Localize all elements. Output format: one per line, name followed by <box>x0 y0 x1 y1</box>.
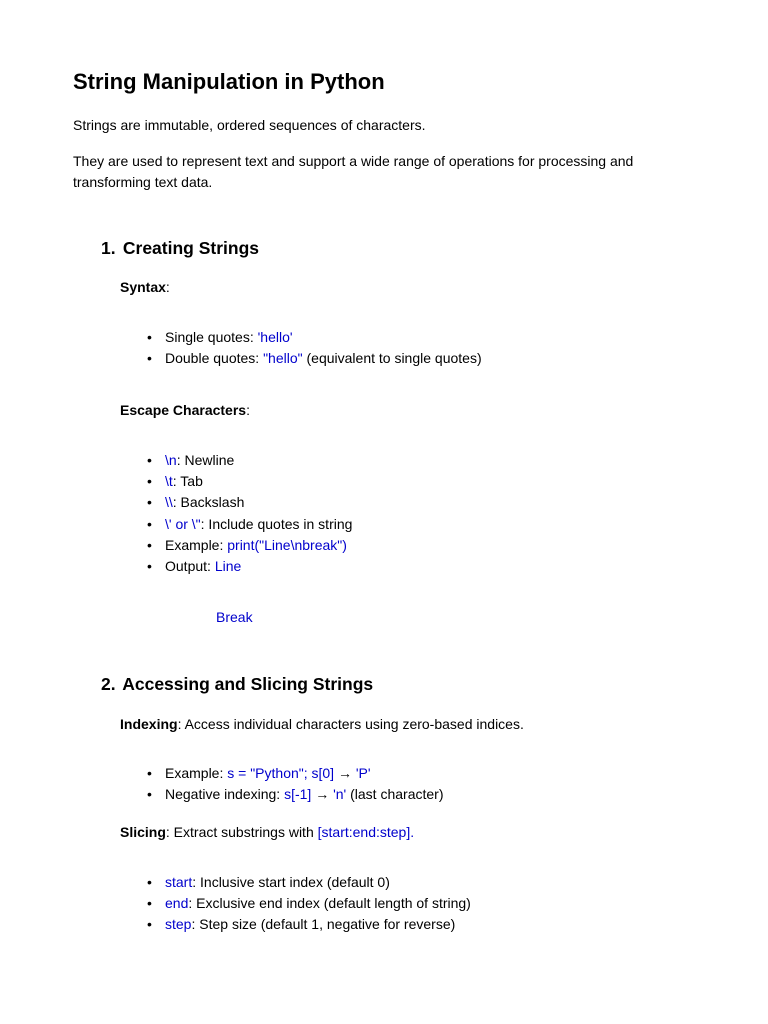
code-snippet: s = "Python"; s[0] <box>227 765 335 781</box>
slicing-label <box>120 822 414 842</box>
item-after: : Newline <box>176 452 235 468</box>
list-item <box>147 763 443 784</box>
item-after: : Tab <box>172 473 203 490</box>
section-1-number: 1. <box>101 238 116 258</box>
item-after: : Include quotes in string <box>200 515 353 532</box>
item-after: (equivalent to single quotes) <box>302 350 482 367</box>
item-text: Output: <box>165 558 215 575</box>
list-item <box>147 514 352 535</box>
item-after: : Exclusive end index (default length of string) <box>188 895 471 912</box>
intro-paragraph-1: Strings are immutable, ordered sequences of characters. <box>73 117 426 133</box>
list-item <box>147 556 352 577</box>
escape-characters-label: Escape Characters: <box>120 402 250 418</box>
intro-paragraph-2: They are used to represent text and support a wide range of operations for processing and transforming text data. <box>73 153 634 190</box>
section-2-title: Accessing and Slicing Strings <box>122 674 374 694</box>
item-after: : Backslash <box>172 494 245 511</box>
section-1-heading <box>101 236 259 260</box>
item-text: Single quotes: <box>165 329 258 345</box>
code-snippet: 'hello' <box>257 329 293 345</box>
section-2-number: 2. <box>101 674 116 694</box>
arrow-glyph: → <box>334 765 356 781</box>
syntax-list <box>147 327 482 369</box>
list-item <box>147 450 352 471</box>
output-line-1: Line <box>214 558 242 575</box>
code-snippet: [start:end:step]. <box>317 824 415 840</box>
item-text: Double quotes: <box>165 350 264 367</box>
slicing-list <box>147 872 471 936</box>
slicing-description: : Extract substrings with <box>165 824 318 840</box>
list-item <box>147 872 471 893</box>
indexing-label-text: Indexing <box>120 716 178 732</box>
list-item <box>147 492 352 513</box>
code-snippet: \t <box>165 473 173 490</box>
indexing-list <box>147 763 443 805</box>
syntax-label: Syntax: <box>120 279 170 295</box>
list-item <box>147 893 471 914</box>
list-item <box>147 327 482 348</box>
code-snippet: end <box>165 895 189 912</box>
item-after: : Step size (default 1, negative for reverse) <box>191 916 456 933</box>
list-item <box>147 914 471 935</box>
code-snippet: "hello" <box>263 350 303 367</box>
escape-list <box>147 450 352 577</box>
section-1-title: Creating Strings <box>122 238 260 258</box>
indexing-label <box>120 714 524 734</box>
escape-label-text: Escape Characters <box>120 402 247 418</box>
item-text: Negative indexing: <box>165 786 285 803</box>
list-item <box>147 784 443 805</box>
item-after: (last character) <box>346 786 444 803</box>
item-text: Example: <box>165 536 228 553</box>
list-item <box>147 535 352 556</box>
code-snippet: \' or \" <box>165 515 201 532</box>
code-snippet: \\ <box>165 494 173 511</box>
code-snippet: step <box>165 916 192 933</box>
slicing-label-text: Slicing <box>120 824 166 840</box>
item-after: : Inclusive start index (default 0) <box>192 874 390 890</box>
code-snippet: s[-1] <box>284 786 312 803</box>
section-2-heading <box>101 672 373 696</box>
list-item <box>147 348 482 369</box>
arrow-glyph: → <box>311 786 334 803</box>
item-text: Example: <box>165 765 228 781</box>
list-item <box>147 471 352 492</box>
code-result: 'n' <box>333 786 347 803</box>
syntax-label-text: Syntax <box>120 279 166 295</box>
indexing-description: : Access individual characters using zero-based indices. <box>177 716 524 732</box>
output-line-2: Break <box>216 609 253 625</box>
code-snippet: print("Line\nbreak") <box>227 536 347 553</box>
code-result: 'P' <box>355 765 371 781</box>
page-title: String Manipulation in Python <box>73 69 385 94</box>
code-snippet: start <box>165 874 193 890</box>
code-snippet: \n <box>165 452 177 468</box>
